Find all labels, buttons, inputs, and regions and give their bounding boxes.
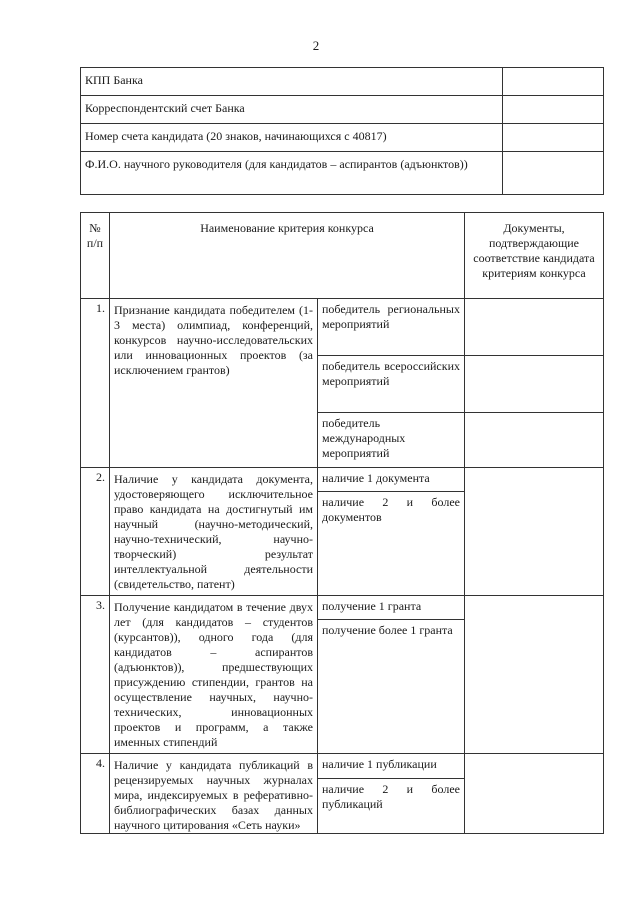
criteria-header-row [81, 213, 604, 299]
table-row [81, 124, 604, 152]
bank-row-value [503, 96, 604, 124]
table-row [81, 754, 604, 779]
criterion-docs-cell [465, 356, 604, 413]
criterion-option: наличие 2 и более публикаций [318, 778, 465, 833]
criterion-name: Наличие у кандидата документа, удостоверяющего исключительное право кандидата на достигнутый им научный (научно-методический, научно-технический, научно-творческий) результат интеллектуальной деятельности (свидетельство, патент) [110, 468, 318, 596]
table-row [81, 96, 604, 124]
bank-row-label: Номер счета кандидата (20 знаков, начинающихся с 40817) [81, 124, 503, 152]
criterion-docs-cell [465, 299, 604, 356]
criterion-option: победитель международных мероприятий [318, 413, 465, 468]
criterion-docs-cell [465, 754, 604, 834]
table-row [81, 299, 604, 356]
criterion-option: наличие 2 и более документов [318, 492, 465, 596]
criterion-num: 1. [81, 299, 110, 468]
header-num: № п/п [81, 213, 110, 299]
table-row [81, 596, 604, 620]
criterion-num: 2. [81, 468, 110, 596]
bank-row-label: Корреспондентский счет Банка [81, 96, 503, 124]
table-row [81, 152, 604, 195]
criterion-docs-cell [465, 468, 604, 596]
criterion-num: 3. [81, 596, 110, 754]
header-name: Наименование критерия конкурса [110, 213, 465, 299]
criterion-docs-cell [465, 596, 604, 754]
header-docs: Документы, подтверждающие соответствие кандидата критериям конкурса [465, 213, 604, 299]
criterion-option: получение 1 гранта [318, 596, 465, 620]
criterion-num: 4. [81, 754, 110, 834]
bank-details-table [80, 67, 604, 195]
bank-row-value [503, 68, 604, 96]
criterion-option: победитель всероссийских мероприятий [318, 356, 465, 413]
criterion-option: получение более 1 гранта [318, 620, 465, 754]
criterion-docs-cell [465, 413, 604, 468]
page-number: 2 [312, 38, 320, 53]
criterion-name: Признание кандидата победителем (1-3 места) олимпиад, конференций, конкурсов научно-исследовательских или инновационных проектов (за исключением грантов) [110, 299, 318, 468]
table-row [81, 468, 604, 492]
criterion-option: наличие 1 документа [318, 468, 465, 492]
criterion-name: Наличие у кандидата публикаций в рецензируемых научных журналах мира, индексируемых в реферативно-библиографических базах данных научного цитирования «Сеть науки» [110, 754, 318, 834]
bank-row-label: Ф.И.О. научного руководителя (для кандидатов – аспирантов (адъюнктов)) [81, 152, 503, 195]
criterion-name: Получение кандидатом в течение двух лет (для кандидатов – студентов (курсантов)), одного года (для кандидатов – аспирантов (адъюнктов)), предшествующих присуждению стипендии, грантов на осуществление научных, научно-технических, инновационных проектов и программ, а также именных стипендий [110, 596, 318, 754]
bank-row-label: КПП Банка [81, 68, 503, 96]
criterion-option: наличие 1 публикации [318, 754, 465, 779]
criterion-option: победитель региональных мероприятий [318, 299, 465, 356]
criteria-table [80, 212, 604, 834]
table-row [81, 68, 604, 96]
bank-row-value [503, 124, 604, 152]
bank-row-value [503, 152, 604, 195]
